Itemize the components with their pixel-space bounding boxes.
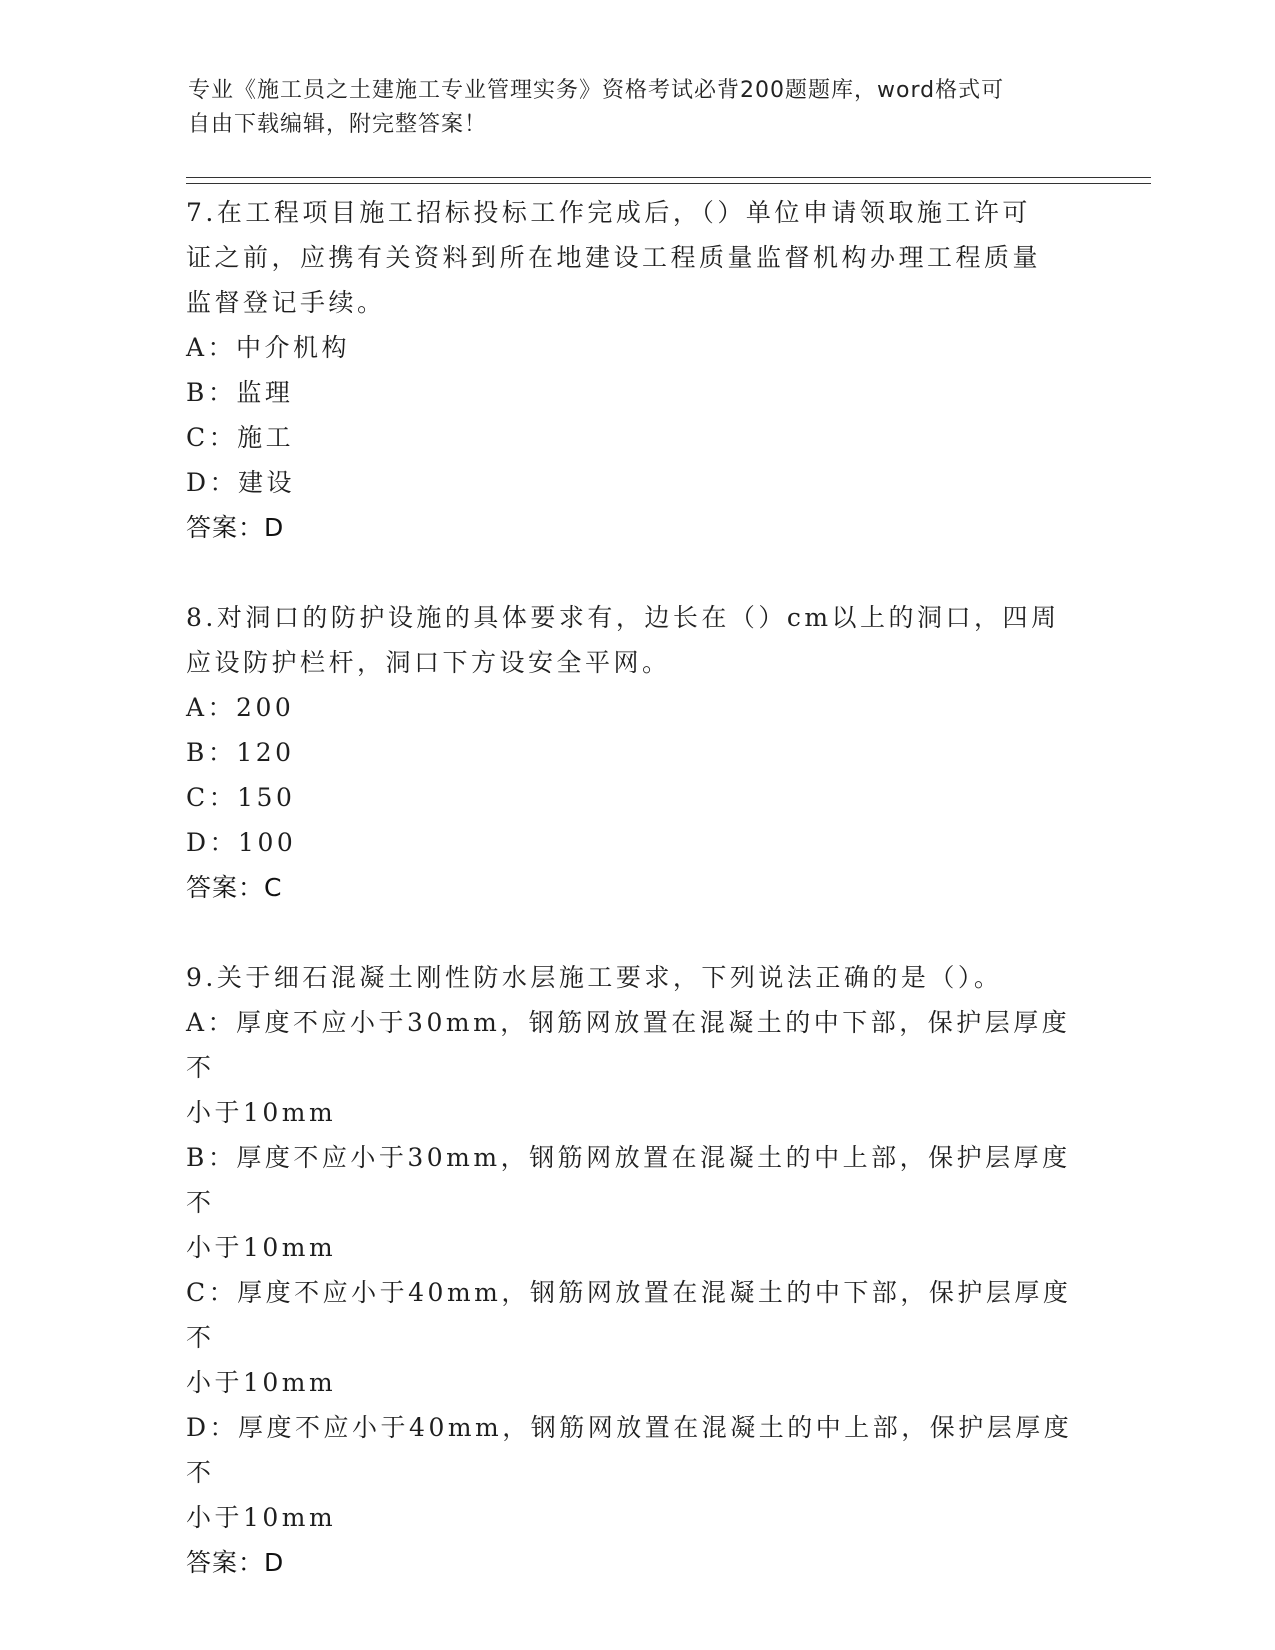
- option-b: B：120: [186, 738, 295, 767]
- header-line-2: 自由下载编辑，附完整答案！: [188, 112, 488, 137]
- header-divider-bottom: [186, 183, 1151, 184]
- option-d-line-2: 小于10mm: [186, 1503, 337, 1532]
- question-list: [186, 190, 1086, 1585]
- question-text-line: 证之前，应携有关资料到所在地建设工程质量监督机构办理工程质量: [186, 243, 1042, 272]
- question-8: [186, 595, 1086, 910]
- question-9: [186, 955, 1086, 1585]
- option-a: A：200: [186, 693, 295, 722]
- question-text-line: 7.在工程项目施工招标投标工作完成后，（）单位申请领取施工许可: [186, 198, 1031, 227]
- answer-line: 答案：D: [186, 513, 285, 542]
- option-c: C：150: [186, 783, 296, 812]
- document-header: [188, 74, 1068, 142]
- question-text-line: 9.关于细石混凝土刚性防水层施工要求，下列说法正确的是（）。: [186, 963, 1003, 992]
- option-b-line-2: 小于10mm: [186, 1233, 337, 1262]
- question-text-line: 应设防护栏杆，洞口下方设安全平网。: [186, 648, 671, 677]
- option-c-line-2: 小于10mm: [186, 1368, 337, 1397]
- option-d: D：100: [186, 828, 297, 857]
- question-text-line: 8.对洞口的防护设施的具体要求有，边长在（）cm以上的洞口，四周: [186, 603, 1060, 632]
- option-a-line-1: A：厚度不应小于30mm，钢筋网放置在混凝土的中下部，保护层厚度不: [186, 1008, 1071, 1082]
- option-a: A：中介机构: [186, 333, 351, 362]
- option-c: C：施工: [186, 423, 295, 452]
- option-b: B：监理: [186, 378, 294, 407]
- option-a-line-2: 小于10mm: [186, 1098, 337, 1127]
- question-7: [186, 190, 1086, 550]
- header-line-1: 专业《施工员之土建施工专业管理实务》资格考试必背200题题库，word格式可: [188, 78, 1005, 103]
- option-d: D：建设: [186, 468, 296, 497]
- question-text-line: 监督登记手续。: [186, 288, 386, 317]
- answer-line: 答案：D: [186, 1548, 285, 1577]
- answer-line: 答案：C: [186, 873, 283, 902]
- header-divider-top: [186, 177, 1151, 178]
- question-spacer: [186, 910, 1086, 955]
- option-d-line-1: D：厚度不应小于40mm，钢筋网放置在混凝土的中上部，保护层厚度不: [186, 1413, 1073, 1487]
- option-b-line-1: B：厚度不应小于30mm，钢筋网放置在混凝土的中上部，保护层厚度不: [186, 1143, 1071, 1217]
- option-c-line-1: C：厚度不应小于40mm，钢筋网放置在混凝土的中下部，保护层厚度不: [186, 1278, 1072, 1352]
- question-spacer: [186, 550, 1086, 595]
